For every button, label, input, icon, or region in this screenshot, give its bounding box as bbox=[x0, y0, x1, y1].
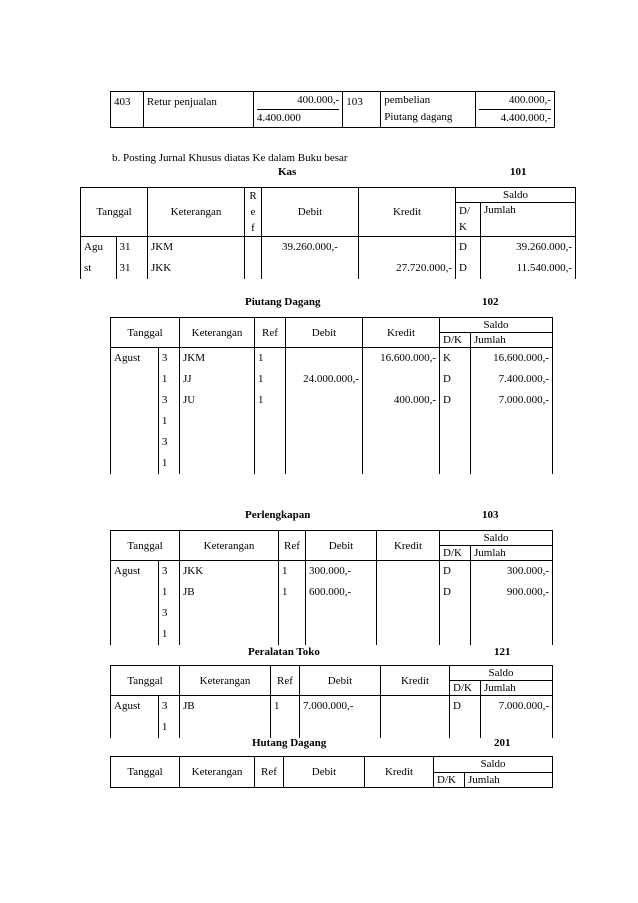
col-ref: Ref bbox=[255, 318, 286, 348]
perlengkapan-kredit bbox=[377, 561, 440, 646]
ket: JJ bbox=[183, 373, 192, 385]
col-jumlah: Jumlah bbox=[465, 772, 553, 788]
perlengkapan-ref bbox=[279, 561, 306, 646]
day-digit: 1 bbox=[161, 457, 168, 469]
perlengkapan-dk bbox=[440, 561, 471, 646]
col-dk: D/K bbox=[440, 546, 471, 561]
ref-letter: e bbox=[250, 206, 256, 218]
col-ref bbox=[245, 188, 262, 237]
col-jumlah: Jumlah bbox=[481, 681, 553, 696]
dk: D bbox=[443, 373, 451, 385]
kredit bbox=[362, 237, 452, 258]
piutang-kredit bbox=[363, 348, 440, 475]
jumlah: 7.400.000,- bbox=[498, 373, 549, 385]
debit: 600.000,- bbox=[309, 586, 352, 598]
debit: 24.000.000,- bbox=[303, 373, 359, 385]
col-keterangan: Keterangan bbox=[180, 757, 255, 788]
jumlah: 300.000,- bbox=[506, 565, 549, 577]
kredit: 27.720.000,- bbox=[396, 262, 452, 274]
ref: 1 bbox=[258, 394, 264, 406]
kas-debit bbox=[262, 237, 359, 280]
col-ref: Ref bbox=[271, 666, 300, 696]
debit bbox=[265, 258, 355, 279]
dk: D bbox=[443, 586, 451, 598]
col-saldo: Saldo bbox=[456, 188, 576, 203]
dk: D bbox=[443, 394, 451, 406]
kas-month bbox=[81, 237, 117, 280]
left-code: 403 bbox=[111, 92, 144, 128]
kas-number: 101 bbox=[510, 166, 527, 178]
day-digit: 1 bbox=[161, 721, 168, 733]
col-kredit: Kredit bbox=[359, 188, 456, 237]
day-digit: 1 bbox=[161, 628, 168, 640]
month-part: st bbox=[84, 262, 92, 274]
peralatan-dk: D bbox=[450, 696, 481, 739]
perlengkapan-debit bbox=[306, 561, 377, 646]
col-keterangan: Keterangan bbox=[148, 188, 245, 237]
day-digit: 3 bbox=[161, 394, 168, 406]
ket: JB bbox=[183, 586, 195, 598]
dk: D bbox=[459, 241, 467, 253]
kas-ref bbox=[245, 237, 262, 280]
col-tanggal: Tanggal bbox=[81, 188, 148, 237]
kredit bbox=[366, 369, 436, 390]
piutang-title: Piutang Dagang bbox=[245, 296, 321, 308]
right-code: 103 bbox=[343, 92, 381, 128]
day: 31 bbox=[119, 241, 131, 253]
col-kredit: Kredit bbox=[377, 531, 440, 561]
left-amount: 400.000,- bbox=[257, 92, 339, 110]
piutang-ref bbox=[255, 348, 286, 475]
col-debit: Debit bbox=[284, 757, 365, 788]
ref-letter: f bbox=[251, 222, 255, 234]
kas-ket bbox=[148, 237, 245, 280]
peralatan-number: 121 bbox=[494, 646, 511, 658]
col-debit: Debit bbox=[262, 188, 359, 237]
col-saldo: Saldo bbox=[434, 757, 553, 773]
perlengkapan-jumlah bbox=[471, 561, 553, 646]
jumlah: 39.260.000,- bbox=[516, 241, 572, 253]
piutang-days bbox=[158, 348, 179, 475]
jumlah: 11.540.000,- bbox=[516, 262, 572, 274]
col-keterangan: Keterangan bbox=[180, 531, 279, 561]
top-journal-table bbox=[110, 91, 555, 128]
col-dk: D/K bbox=[440, 333, 471, 348]
month-part: Agu bbox=[84, 241, 103, 253]
jumlah: 900.000,- bbox=[506, 586, 549, 598]
col-tanggal: Tanggal bbox=[111, 318, 180, 348]
ket: JKM bbox=[183, 352, 206, 364]
dk-part: K bbox=[459, 221, 467, 234]
piutang-dk bbox=[440, 348, 471, 475]
right-desc-1: pembelian bbox=[384, 94, 431, 106]
col-dk: D/K bbox=[450, 681, 481, 696]
day-digit: 1 bbox=[161, 415, 168, 427]
piutang-debit bbox=[286, 348, 363, 475]
perlengkapan-month: Agust bbox=[111, 561, 159, 646]
day-digit: 3 bbox=[161, 565, 168, 577]
ref: 1 bbox=[258, 352, 264, 364]
kas-jumlah bbox=[481, 237, 576, 280]
right-amount-cell bbox=[475, 92, 554, 128]
dk: D bbox=[459, 262, 467, 274]
col-jumlah: Jumlah bbox=[471, 546, 553, 561]
perlengkapan-ket bbox=[180, 561, 279, 646]
ref: 1 bbox=[282, 565, 288, 577]
piutang-ket bbox=[180, 348, 255, 475]
col-keterangan: Keterangan bbox=[180, 318, 255, 348]
piutang-ledger-table bbox=[110, 317, 553, 474]
dk: D bbox=[443, 565, 451, 577]
col-ref: Ref bbox=[255, 757, 284, 788]
right-desc-2: Piutang dagang bbox=[384, 111, 453, 123]
col-kredit: Kredit bbox=[363, 318, 440, 348]
ref: 1 bbox=[258, 373, 264, 385]
day-digit: 3 bbox=[161, 607, 168, 619]
peralatan-jumlah: 7.000.000,- bbox=[481, 696, 553, 739]
kas-title: Kas bbox=[278, 166, 297, 178]
perlengkapan-number: 103 bbox=[482, 509, 499, 521]
perlengkapan-title: Perlengkapan bbox=[245, 509, 311, 521]
kas-kredit bbox=[359, 237, 456, 280]
dk: K bbox=[443, 352, 451, 364]
col-tanggal: Tanggal bbox=[111, 757, 180, 788]
dk-part: D/ bbox=[459, 205, 470, 218]
col-dk: D/K bbox=[434, 772, 465, 788]
ket: JKM bbox=[151, 241, 174, 253]
col-debit: Debit bbox=[286, 318, 363, 348]
right-desc-cell bbox=[381, 92, 476, 128]
peralatan-ket: JB bbox=[180, 696, 271, 739]
ket: JU bbox=[183, 394, 196, 406]
left-total: 4.400.000 bbox=[256, 112, 301, 124]
peralatan-title: Peralatan Toko bbox=[248, 646, 320, 658]
kredit: 400.000,- bbox=[393, 394, 436, 406]
col-kredit: Kredit bbox=[365, 757, 434, 788]
day-digit: 3 bbox=[161, 436, 168, 448]
left-amount-cell bbox=[253, 92, 342, 128]
right-total: 4.400.000,- bbox=[500, 112, 551, 124]
kas-dk bbox=[456, 237, 481, 280]
day: 31 bbox=[119, 262, 131, 274]
debit: 300.000,- bbox=[309, 565, 352, 577]
day-digit: 3 bbox=[161, 352, 168, 364]
col-saldo: Saldo bbox=[440, 318, 553, 333]
ref: 1 bbox=[282, 586, 288, 598]
debit: 39.260.000,- bbox=[282, 241, 338, 253]
perlengkapan-days bbox=[158, 561, 179, 646]
hutang-title: Hutang Dagang bbox=[252, 737, 327, 749]
col-saldo: Saldo bbox=[450, 666, 553, 681]
day-digit: 1 bbox=[161, 586, 168, 598]
kas-days bbox=[116, 237, 147, 280]
peralatan-days bbox=[158, 696, 179, 739]
section-heading: b. Posting Jurnal Khusus diatas Ke dalam Buku besar bbox=[112, 152, 348, 164]
kredit: 16.600.000,- bbox=[380, 352, 436, 364]
col-dk bbox=[456, 203, 481, 237]
debit bbox=[289, 390, 359, 411]
ket: JKK bbox=[183, 565, 204, 577]
left-desc: Retur penjualan bbox=[143, 92, 253, 128]
piutang-jumlah bbox=[471, 348, 553, 475]
perlengkapan-ledger-table bbox=[110, 530, 553, 645]
ref-letter: R bbox=[249, 190, 257, 202]
peralatan-ref: 1 bbox=[271, 696, 300, 739]
right-amount: 400.000,- bbox=[479, 92, 551, 110]
col-saldo: Saldo bbox=[440, 531, 553, 546]
col-jumlah: Jumlah bbox=[471, 333, 553, 348]
col-kredit: Kredit bbox=[381, 666, 450, 696]
col-debit: Debit bbox=[300, 666, 381, 696]
col-tanggal: Tanggal bbox=[111, 531, 180, 561]
day-digit: 3 bbox=[161, 700, 168, 712]
peralatan-month: Agust bbox=[111, 696, 159, 739]
ket: JKK bbox=[151, 262, 172, 274]
jumlah: 7.000.000,- bbox=[498, 394, 549, 406]
col-ref: Ref bbox=[279, 531, 306, 561]
piutang-number: 102 bbox=[482, 296, 499, 308]
peralatan-debit: 7.000.000,- bbox=[300, 696, 381, 739]
col-debit: Debit bbox=[306, 531, 377, 561]
jumlah: 16.600.000,- bbox=[493, 352, 549, 364]
hutang-number: 201 bbox=[494, 737, 511, 749]
kas-ledger-table bbox=[80, 187, 576, 279]
peralatan-ledger-table bbox=[110, 665, 553, 738]
day-digit: 1 bbox=[161, 373, 168, 385]
col-tanggal: Tanggal bbox=[111, 666, 180, 696]
debit bbox=[289, 348, 359, 369]
peralatan-kredit bbox=[381, 696, 450, 739]
col-jumlah: Jumlah bbox=[481, 203, 576, 237]
piutang-month: Agust bbox=[111, 348, 159, 475]
hutang-ledger-table bbox=[110, 756, 553, 788]
col-keterangan: Keterangan bbox=[180, 666, 271, 696]
